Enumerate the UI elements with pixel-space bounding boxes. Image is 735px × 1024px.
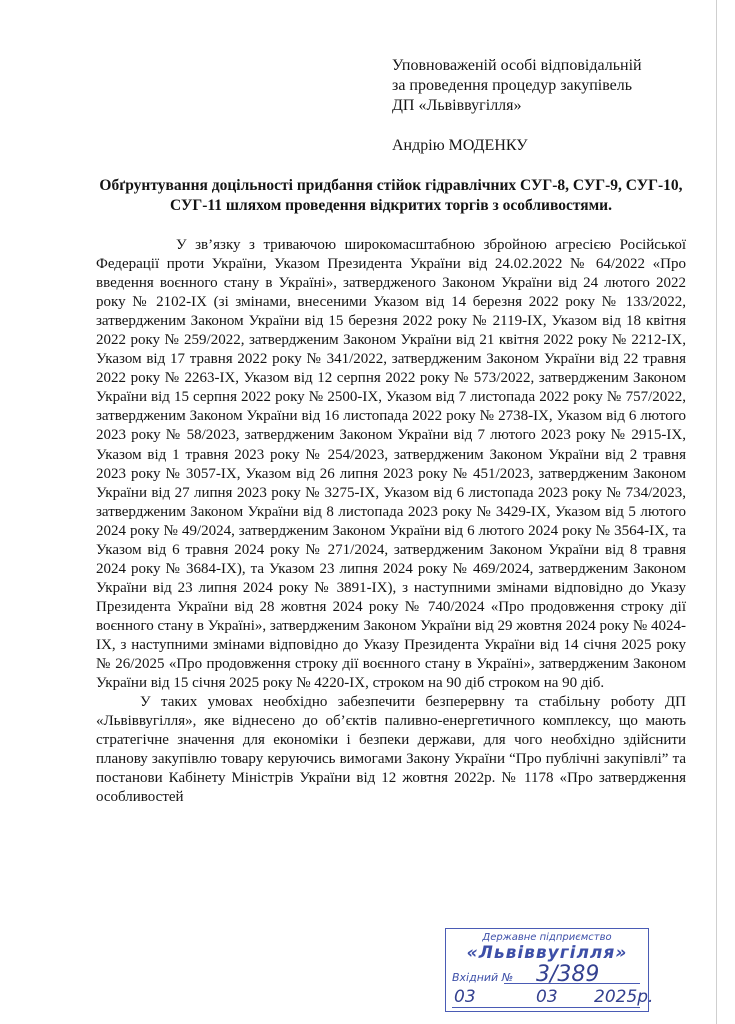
stamp-date-line: [452, 1007, 640, 1008]
page-edge-line: [716, 0, 717, 1024]
body-paragraph-2: У таких умовах необхідно забезпечити безперервну та стабільну роботу ДП «Львіввугілля», яке віднесено до об’єктів паливно-енергетичного комплексу, що мають стратегічне значення для економіки і безпеки держави, для чого необхідно здійснити планову закупівлю товару керуючись вимогами Закону України “Про публічні закупівлі” та постанови Кабінету Міністрів України від 12 жовтня 2022р. № 1178 «Про затвердження особливостей: [96, 694, 686, 806]
addressee-name: Андрію МОДЕНКУ: [392, 137, 528, 154]
addressee-block: [392, 56, 702, 116]
body-paragraph-1: У зв’язку з триваючою широкомасштабною збройною агресією Російської Федерації проти України, Указом Президента України від 24.02.2022 № 64/2022 «Про введення воєнного стану в Україні», затвердженого Законом України від 24 лютого 2022 року № 2102-IX (зі змінами, внесеними Указом від 14 березня 2022 року № 133/2022, затвердженим Законом України від 15 березня 2022 року № 2119-IX, Указом від 18 квітня 2022 року № 259/2022, затвердженим Законом України від 21 квітня 2022 року № 2212-IX, Указом від 17 травня 2022 року № 341/2022, затвердженим Законом України від 22 травня 2022 року № 2263-IX, Указом від 12 серпня 2022 року № 573/2022, затвердженим Законом України від 15 серпня 2022 року № 2500-IX, Указом від 7 листопада 2022 року № 757/2022, затвердженим Законом України від 16 листопада 2022 року № 2738-IX, Указом від 6 лютого 2023 року № 58/2023, затвердженим Законом України від 7 лютого 2023 року № 2915-IX, Указом від 1 травня 2023 року № 254/2023, затвердженим Законом України від 2 травня 2023 року № 3057-IX, Указом від 26 липня 2023 року № 451/2023, затвердженим Законом України від 27 липня 2023 року № 3275-IX, Указом від 6 листопада 2023 року № 734/2023, затвердженим Законом України від 8 листопада 2023 року № 3429-IX, Указом від 5 лютого 2024 року № 49/2024, затвердженим Законом України від 6 лютого 2024 року № 3564-IX, та Указом від 6 травня 2024 року № 271/2024, затвердженим Законом України від 8 травня 2024 року № 3684-IX), та Указом 23 липня 2024 року № 469/2024, затвердженим Законом України від 23 липня 2024 року № 3891-IX), з наступними змінами відповідно до Указу Президента України від 28 жовтня 2024 року № 740/2024 «Про продовження строку дії воєнного стану в Україні», затвердженим Законом України від 29 жовтня 2024 року № 4024-IX, з наступними змінами відповідно до Указу Президента України від 14 січня 2025 року № 26/2025 «Про продовження строку дії воєнного стану в Україні», затвердженим Законом України від 15 січня 2025 року № 4220-IX, строком на 90 діб строком на 90 діб.: [96, 237, 686, 692]
addressee-line-3: ДП «Львіввугілля»: [392, 97, 522, 114]
stamp-organization: Державне підприємство: [482, 932, 612, 943]
stamp-date-day: 03: [454, 987, 476, 1007]
addressee-line-2: за проведення процедур закупівель: [392, 77, 633, 94]
stamp-incoming-label: Вхідний №: [452, 971, 514, 984]
document-title: Обґрунтування доцільності придбання стійок гідравлічних СУГ-8, СУГ-9, СУГ-10, СУГ-11 шляхом проведення відкритих торгів з особливостями.: [99, 177, 683, 214]
stamp-entity-name: «Львіввугілля»: [466, 943, 628, 963]
stamp-incoming-number: 3/389: [536, 962, 600, 987]
registration-stamp: [445, 928, 654, 1012]
stamp-date-year: 2025р.: [594, 987, 654, 1007]
addressee-line-1: Уповноваженій особі відповідальній: [392, 57, 642, 74]
stamp-date-month: 03: [536, 987, 558, 1007]
document-body: [96, 236, 686, 807]
